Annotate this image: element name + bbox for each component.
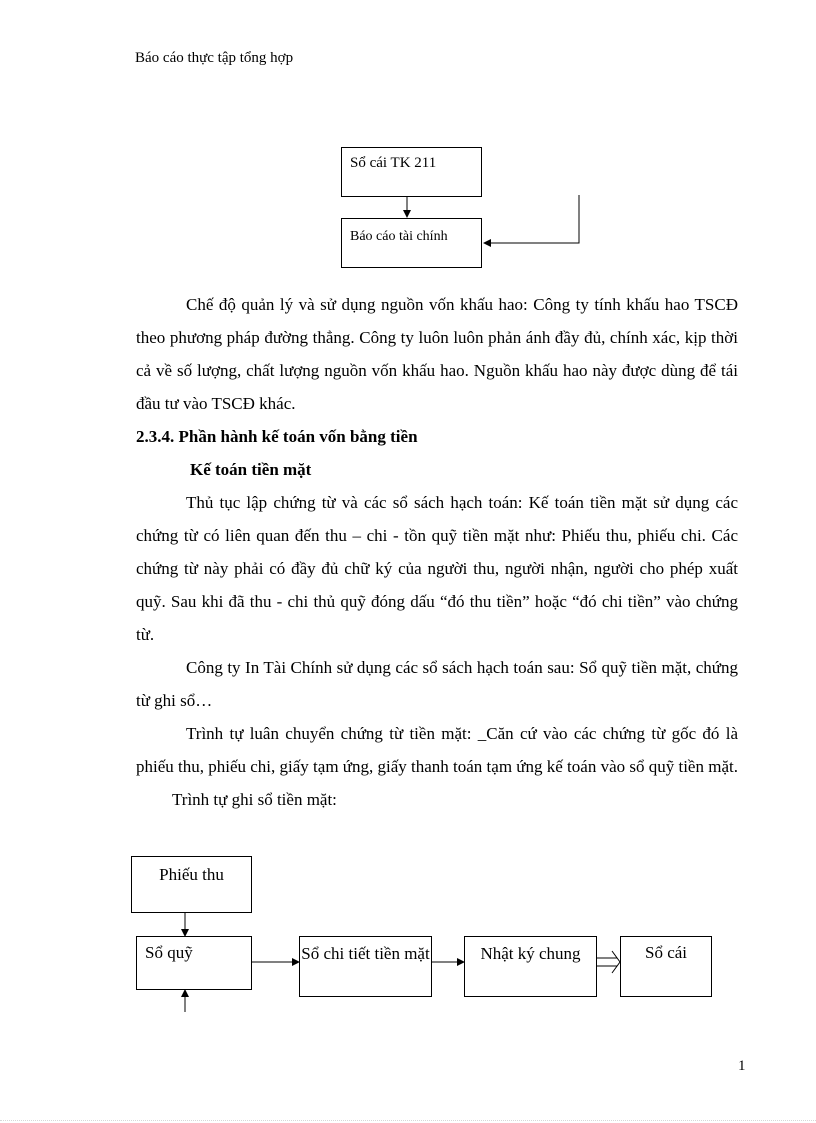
box-so-chi-tiet-label: Sổ chi tiết tiền mặt — [301, 944, 430, 963]
body-text — [136, 288, 738, 816]
box-so-cai — [620, 936, 712, 997]
arrow-right-return — [484, 195, 579, 243]
page-header: Báo cáo thực tập tổng hợp — [135, 50, 294, 66]
box-so-quy-label: Sổ quỹ — [145, 943, 193, 962]
page-bottom-divider — [0, 1120, 816, 1121]
page-number: 1 — [738, 1058, 746, 1074]
box-so-cai-label: Sổ cái — [644, 943, 688, 962]
sub-heading: Kế toán tiền mặt — [190, 460, 312, 479]
box-so-chi-tiet — [299, 936, 432, 997]
paragraph-so-sach: Công ty In Tài Chính sử dụng các sổ sách hạch toán sau: Sổ quỹ tiền mặt, chứng từ ghi sổ… — [136, 658, 738, 710]
box-so-quy — [136, 936, 252, 990]
arrow-nhatky-to-socai — [597, 951, 620, 973]
paragraph-trinh-tu: Trình tự ghi sổ tiền mặt: — [172, 790, 337, 809]
paragraph-thu-tuc: Thủ tục lập chứng từ và các sổ sách hạch toán: Kế toán tiền mặt sử dụng các chứng từ có liên quan đến thu – chi - tồn quỹ tiền mặt như: Phiếu thu, phiếu chi. Các chứng từ này phải có đầy đủ chữ ký của người thu, người nhận, người cho phép xuất quỹ. Sau khi đã thu - chi thủ quỹ đóng dấu “đó thu tiền” hoặc “đó chi tiền” vào chứng từ. — [136, 493, 738, 644]
box-bao-cao-tai-chinh-label: Báo cáo tài chính — [350, 229, 448, 244]
paragraph-luan-chuyen: Trình tự luân chuyển chứng từ tiền mặt: _Căn cứ vào các chứng từ gốc đó là phiếu thu, phiếu chi, giấy tạm ứng, giấy thanh toán tạm ứng kế toán vào sổ quỹ tiền mặt. — [136, 724, 738, 776]
paragraph-khau-hao: Chế độ quản lý và sử dụng nguồn vốn khấu hao: Công ty tính khấu hao TSCĐ theo phương pháp đường thẳng. Công ty luôn luôn phản ánh đầy đủ, chính xác, kịp thời cả về số lượng, chất lượng nguồn vốn khấu hao. Nguồn khấu hao này được dùng để tái đầu tư vào TSCĐ khác. — [136, 295, 738, 413]
box-phieu-thu-label: Phiếu thu — [159, 865, 224, 884]
box-nhat-ky-chung — [464, 936, 597, 997]
box-so-cai-tk-211-label: Sổ cái TK 211 — [350, 155, 437, 171]
box-phieu-thu — [131, 856, 252, 913]
section-heading: 2.3.4. Phần hành kế toán vốn bằng tiền — [136, 427, 418, 446]
box-nhat-ky-chung-label: Nhật ký chung — [480, 944, 581, 963]
